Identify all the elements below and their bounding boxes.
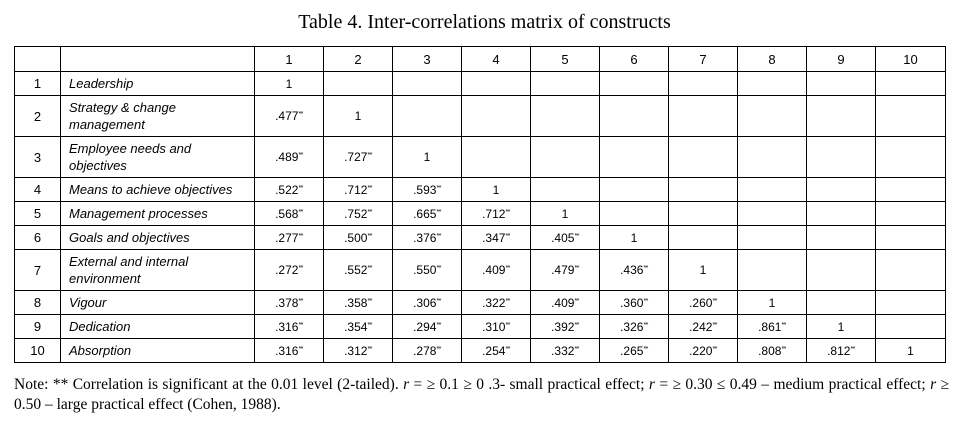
correlation-cell: .272** (255, 250, 324, 291)
construct-name-cell: Means to achieve objectives (61, 178, 255, 202)
correlation-cell: .277** (255, 226, 324, 250)
correlation-cell: .360** (600, 291, 669, 315)
correlation-cell (876, 96, 946, 137)
correlation-cell: .808** (738, 339, 807, 363)
correlation-cell (600, 96, 669, 137)
correlation-cell: .489** (255, 137, 324, 178)
correlation-cell: .712** (324, 178, 393, 202)
column-header: 7 (669, 47, 738, 72)
correlation-cell: 1 (876, 339, 946, 363)
correlation-cell: 1 (600, 226, 669, 250)
correlation-cell (393, 72, 462, 96)
row-number-cell: 4 (15, 178, 61, 202)
correlation-cell: .861** (738, 315, 807, 339)
correlation-cell (738, 178, 807, 202)
correlation-cell: .712** (462, 202, 531, 226)
correlation-cell (600, 202, 669, 226)
correlation-cell: .812** (807, 339, 876, 363)
column-header: 6 (600, 47, 669, 72)
row-number-cell: 9 (15, 315, 61, 339)
column-header: 10 (876, 47, 946, 72)
correlation-cell: .260** (669, 291, 738, 315)
correlation-cell (807, 291, 876, 315)
correlation-cell (876, 137, 946, 178)
construct-name-cell: Leadership (61, 72, 255, 96)
correlation-cell: .409** (462, 250, 531, 291)
correlation-cell: .310** (462, 315, 531, 339)
correlation-cell (462, 96, 531, 137)
correlation-cell (738, 72, 807, 96)
correlation-cell: .358** (324, 291, 393, 315)
correlation-cell (807, 96, 876, 137)
column-header: 8 (738, 47, 807, 72)
table-row (15, 178, 946, 202)
correlation-cell (876, 178, 946, 202)
correlation-cell: .409** (531, 291, 600, 315)
correlation-cell (807, 250, 876, 291)
column-header: 2 (324, 47, 393, 72)
correlation-cell: .405** (531, 226, 600, 250)
table-row (15, 250, 946, 291)
row-number-cell: 6 (15, 226, 61, 250)
correlation-cell (738, 250, 807, 291)
correlation-cell: .347** (462, 226, 531, 250)
table-row (15, 96, 946, 137)
construct-name-cell: Strategy & change management (61, 96, 255, 137)
correlation-cell (669, 96, 738, 137)
correlation-cell: .242** (669, 315, 738, 339)
correlation-cell: 1 (393, 137, 462, 178)
correlation-cell: .593** (393, 178, 462, 202)
correlation-cell: .354** (324, 315, 393, 339)
row-number-cell: 5 (15, 202, 61, 226)
correlation-cell (531, 72, 600, 96)
correlation-cell: 1 (324, 96, 393, 137)
correlation-cell: .665** (393, 202, 462, 226)
row-number-cell: 1 (15, 72, 61, 96)
correlation-cell (669, 202, 738, 226)
column-header: 5 (531, 47, 600, 72)
correlation-cell: .322** (462, 291, 531, 315)
correlation-cell (462, 72, 531, 96)
header-name-cell (61, 47, 255, 72)
correlation-cell: .278** (393, 339, 462, 363)
correlation-cell: 1 (255, 72, 324, 96)
correlation-cell: .550** (393, 250, 462, 291)
column-header: 4 (462, 47, 531, 72)
correlation-cell (600, 137, 669, 178)
correlation-cell: .752** (324, 202, 393, 226)
construct-name-cell: Absorption (61, 339, 255, 363)
correlation-cell (531, 178, 600, 202)
correlation-cell (876, 72, 946, 96)
correlation-cell: .316** (255, 315, 324, 339)
correlation-cell: .332** (531, 339, 600, 363)
column-header: 1 (255, 47, 324, 72)
correlation-cell: .376** (393, 226, 462, 250)
correlation-cell: .294** (393, 315, 462, 339)
construct-name-cell: Goals and objectives (61, 226, 255, 250)
correlation-cell: .220** (669, 339, 738, 363)
correlation-cell (531, 137, 600, 178)
correlation-cell: .500** (324, 226, 393, 250)
construct-name-cell: Dedication (61, 315, 255, 339)
correlation-cell: 1 (531, 202, 600, 226)
correlation-cell: .552** (324, 250, 393, 291)
correlation-cell: 1 (462, 178, 531, 202)
row-number-cell: 8 (15, 291, 61, 315)
correlation-cell: .265** (600, 339, 669, 363)
correlation-cell (669, 178, 738, 202)
correlation-cell (738, 226, 807, 250)
correlation-cell (807, 226, 876, 250)
correlation-cell (738, 96, 807, 137)
table-row (15, 72, 946, 96)
table-title: Table 4. Inter-correlations matrix of constructs (298, 11, 671, 33)
correlation-cell: 1 (669, 250, 738, 291)
correlation-cell (807, 72, 876, 96)
correlation-cell (876, 202, 946, 226)
construct-name-cell: Vigour (61, 291, 255, 315)
correlation-cell: .568** (255, 202, 324, 226)
correlation-cell (807, 202, 876, 226)
table-row (15, 137, 946, 178)
header-corner-cell (15, 47, 61, 72)
construct-name-cell: Management processes (61, 202, 255, 226)
correlation-cell (669, 137, 738, 178)
table-row (15, 315, 946, 339)
correlation-cell: .254** (462, 339, 531, 363)
column-header: 9 (807, 47, 876, 72)
correlation-cell: .392** (531, 315, 600, 339)
correlation-cell: .378** (255, 291, 324, 315)
correlation-cell: .436** (600, 250, 669, 291)
correlation-cell (876, 315, 946, 339)
header-row (15, 47, 946, 72)
construct-name-cell: Employee needs and objectives (61, 137, 255, 178)
correlation-cell (462, 137, 531, 178)
table-row (15, 291, 946, 315)
construct-name-cell: External and internal environment (61, 250, 255, 291)
table-row (15, 226, 946, 250)
row-number-cell: 10 (15, 339, 61, 363)
table-row (15, 202, 946, 226)
correlation-cell: .522** (255, 178, 324, 202)
correlation-cell (531, 96, 600, 137)
row-number-cell: 3 (15, 137, 61, 178)
correlation-cell: .479** (531, 250, 600, 291)
matrix-body (15, 47, 946, 363)
correlation-cell (876, 250, 946, 291)
correlation-cell: 1 (738, 291, 807, 315)
correlation-cell: .316** (255, 339, 324, 363)
correlation-cell (600, 72, 669, 96)
correlation-cell: .477** (255, 96, 324, 137)
correlation-cell: 1 (807, 315, 876, 339)
correlation-cell (738, 137, 807, 178)
correlation-cell: .312** (324, 339, 393, 363)
correlation-cell (600, 178, 669, 202)
row-number-cell: 2 (15, 96, 61, 137)
correlation-cell (738, 202, 807, 226)
column-header: 3 (393, 47, 462, 72)
correlation-cell (324, 72, 393, 96)
correlation-cell: .306** (393, 291, 462, 315)
correlation-cell (876, 226, 946, 250)
table-note: Note: ** Correlation is significant at the 0.01 level (2-tailed). r = ≥ 0.1 ≥ 0 .3- small practical effect; r = ≥ 0.30 ≤ 0.49 – medium practical effect; r ≥ 0.50 – large practical effect (Cohen, 1988). (14, 376, 950, 413)
correlation-cell (393, 96, 462, 137)
correlation-cell (669, 226, 738, 250)
table-row (15, 339, 946, 363)
correlation-cell: .326** (600, 315, 669, 339)
correlation-cell (807, 137, 876, 178)
correlation-cell (876, 291, 946, 315)
correlation-cell: .727** (324, 137, 393, 178)
row-number-cell: 7 (15, 250, 61, 291)
correlation-matrix-table (14, 46, 946, 363)
correlation-cell (807, 178, 876, 202)
correlation-cell (669, 72, 738, 96)
